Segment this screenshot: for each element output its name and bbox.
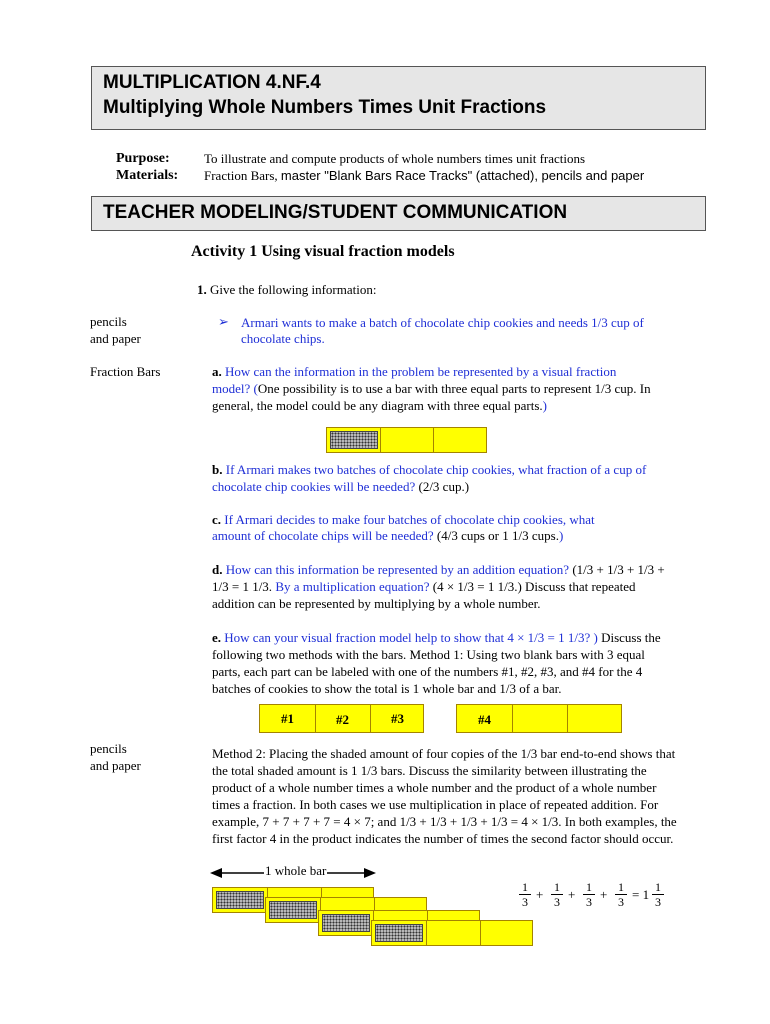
part-c-letter: c. [212,512,222,527]
bar-divider [433,428,434,452]
method-2-line-5: example, 7 + 7 + 7 + 7 = 4 × 7; and 1/3 + 1/3 + 1/3 + 1/3 = 4 × 1/3. In both examples, the [212,814,677,829]
fraction-denominator: 3 [618,895,624,909]
fraction-one-third [583,880,595,909]
part-a-line-1 [212,363,616,380]
method-2-line-4: times a fraction. In both cases we use multiplication in place of repeated addition. For [212,797,659,812]
method-2-line-1: Method 2: Placing the shaded amount of four copies of the 1/3 bar end-to-end shows that [212,746,676,761]
part-a-answer-cont: general, the model could be any diagram with three equal parts. [212,398,543,413]
shaded-part [330,431,378,449]
part-b-answer: (2/3 cup.) [415,479,470,494]
fraction-one-third [551,880,563,909]
fraction-denominator: 3 [554,895,560,909]
shaded-part [216,891,264,909]
fraction-one-third-result [652,880,664,909]
part-a-answer: One possibility is to use a bar with three equal parts to represent 1/3 cup. In [257,381,651,396]
item-1-text: Give the following information: [210,282,377,297]
materials-text-b: master "Blank Bars Race Tracks" (attached), pencils and paper [280,168,645,183]
part-d-answer-2: (4 × 1/3 = 1 1/3.) Discuss that repeated [429,579,636,594]
part-d-question-2: By a multiplication equation? [275,579,430,594]
part-c-close: ) [558,528,564,543]
purpose-text: To illustrate and compute products of whole numbers times unit fractions [204,151,586,166]
part-b-question: If Armari makes two batches of chocolate chip cookies, what fraction of a cup of [225,462,647,477]
item-1 [197,281,376,298]
part-d-line-1 [212,561,665,578]
bar-divider [512,705,513,732]
side-note-fraction-bars: Fraction Bars [90,364,161,379]
plus-sign: + [600,887,608,902]
part-a-close: ) [542,398,547,413]
bullet-line-1: Armari wants to make a batch of chocolate chip cookies and needs 1/3 cup of [241,315,644,330]
part-a-question-cont: model? ( [212,381,258,396]
side-note-pencils: pencils [90,314,127,329]
part-b-letter: b. [212,462,223,477]
method-2-line-2: the total shaded amount is 1 1/3 bars. Discuss the similarity between illustrating the [212,763,647,778]
method-2-line-6: first factor 4 in the product indicates the number of times the second factor should occur. [212,831,674,846]
part-b-line-2 [212,478,469,495]
staggered-bar-4 [371,920,533,946]
part-b-line-1 [212,461,646,478]
bar-divider [567,705,568,732]
labeled-bar-2 [456,704,622,733]
part-d-letter: d. [212,562,223,577]
part-d-answer: (1/3 + 1/3 + 1/3 + [569,562,665,577]
bar-label-1: #1 [281,711,294,726]
part-c-line-1 [212,511,595,528]
purpose-label: Purpose: [116,151,170,166]
fraction-denominator: 3 [655,895,661,909]
part-e-line-2: following two methods with the bars. Method 1: Using two blank bars with 3 equal [212,647,645,662]
activity-title: Activity 1 Using visual fraction models [191,243,455,260]
part-d-line-2 [212,578,636,595]
plus-sign: + [568,887,576,902]
whole-bar-label: 1 whole bar [265,863,327,878]
part-d-answer-cont: 1/3 = 1 1/3. [212,579,276,594]
part-a-line-3 [212,397,547,414]
shaded-part [269,901,317,919]
part-e-line-4: batches of cookies to show the total is 1 whole bar and 1/3 of a bar. [212,681,562,696]
fraction-numerator: 1 [652,880,664,895]
arrow-bullet-icon: ➢ [218,314,229,329]
labeled-bar-1 [259,704,424,733]
bullet-line-2: chocolate chips. [241,331,325,346]
materials-label: Materials: [116,168,179,183]
bar-label-4: #4 [478,712,491,727]
shaded-part [375,924,423,942]
bar-divider [380,428,381,452]
fraction-one-third [615,880,627,909]
fraction-denominator: 3 [586,895,592,909]
part-c-question: If Armari decides to make four batches of chocolate chip cookies, what [224,512,595,527]
part-a-letter: a. [212,364,222,379]
part-e-line-1 [212,629,661,646]
part-b-question-cont: chocolate chip cookies will be needed? [212,479,416,494]
part-d-question: How can this information be represented by an addition equation? [225,562,570,577]
bar-divider [480,921,481,945]
fraction-numerator: 1 [583,880,595,895]
part-e-question: How can your visual fraction model help to show that 4 × 1/3 = 1 1/3? ) [224,630,598,645]
shaded-part [322,914,370,932]
document-title: MULTIPLICATION 4.NF.4 [103,72,321,93]
part-c-question-cont: amount of chocolate chips will be needed? [212,528,434,543]
materials-text-a: Fraction Bars, [204,168,278,183]
item-1-number: 1. [197,282,207,297]
document-subtitle: Multiplying Whole Numbers Times Unit Fractions [103,97,547,118]
bar-divider [426,921,427,945]
part-e-letter: e. [212,630,222,645]
part-c-line-2 [212,527,563,544]
equals-one: = 1 [632,887,650,902]
part-e-answer: Discuss the [597,630,661,645]
bar-label-3: #3 [391,711,404,726]
part-c-answer: (4/3 cups or 1 1/3 cups. [433,528,559,543]
fraction-numerator: 1 [551,880,563,895]
part-a-question: How can the information in the problem be represented by a visual fraction [225,364,617,379]
bar-label-2: #2 [336,712,349,727]
fraction-denominator: 3 [522,895,528,909]
plus-sign: + [536,887,544,902]
part-a-line-2 [212,380,651,397]
fraction-one-third [519,880,531,909]
method-2-line-3: product of a whole number times a whole number and the product of a whole number [212,780,657,795]
side-note-paper-2: and paper [90,758,141,773]
materials-text [204,167,644,184]
fraction-numerator: 1 [519,880,531,895]
side-note-pencils-2: pencils [90,741,127,756]
fraction-bar-one-third [326,427,487,453]
section-title: TEACHER MODELING/STUDENT COMMUNICATION [103,202,568,223]
part-d-line-3: addition can be represented by multiplying by a whole number. [212,596,541,611]
part-e-line-3: parts, each part can be labeled with one of the numbers #1, #2, #3, and #4 for the 4 [212,664,643,679]
fraction-numerator: 1 [615,880,627,895]
side-note-paper: and paper [90,331,141,346]
